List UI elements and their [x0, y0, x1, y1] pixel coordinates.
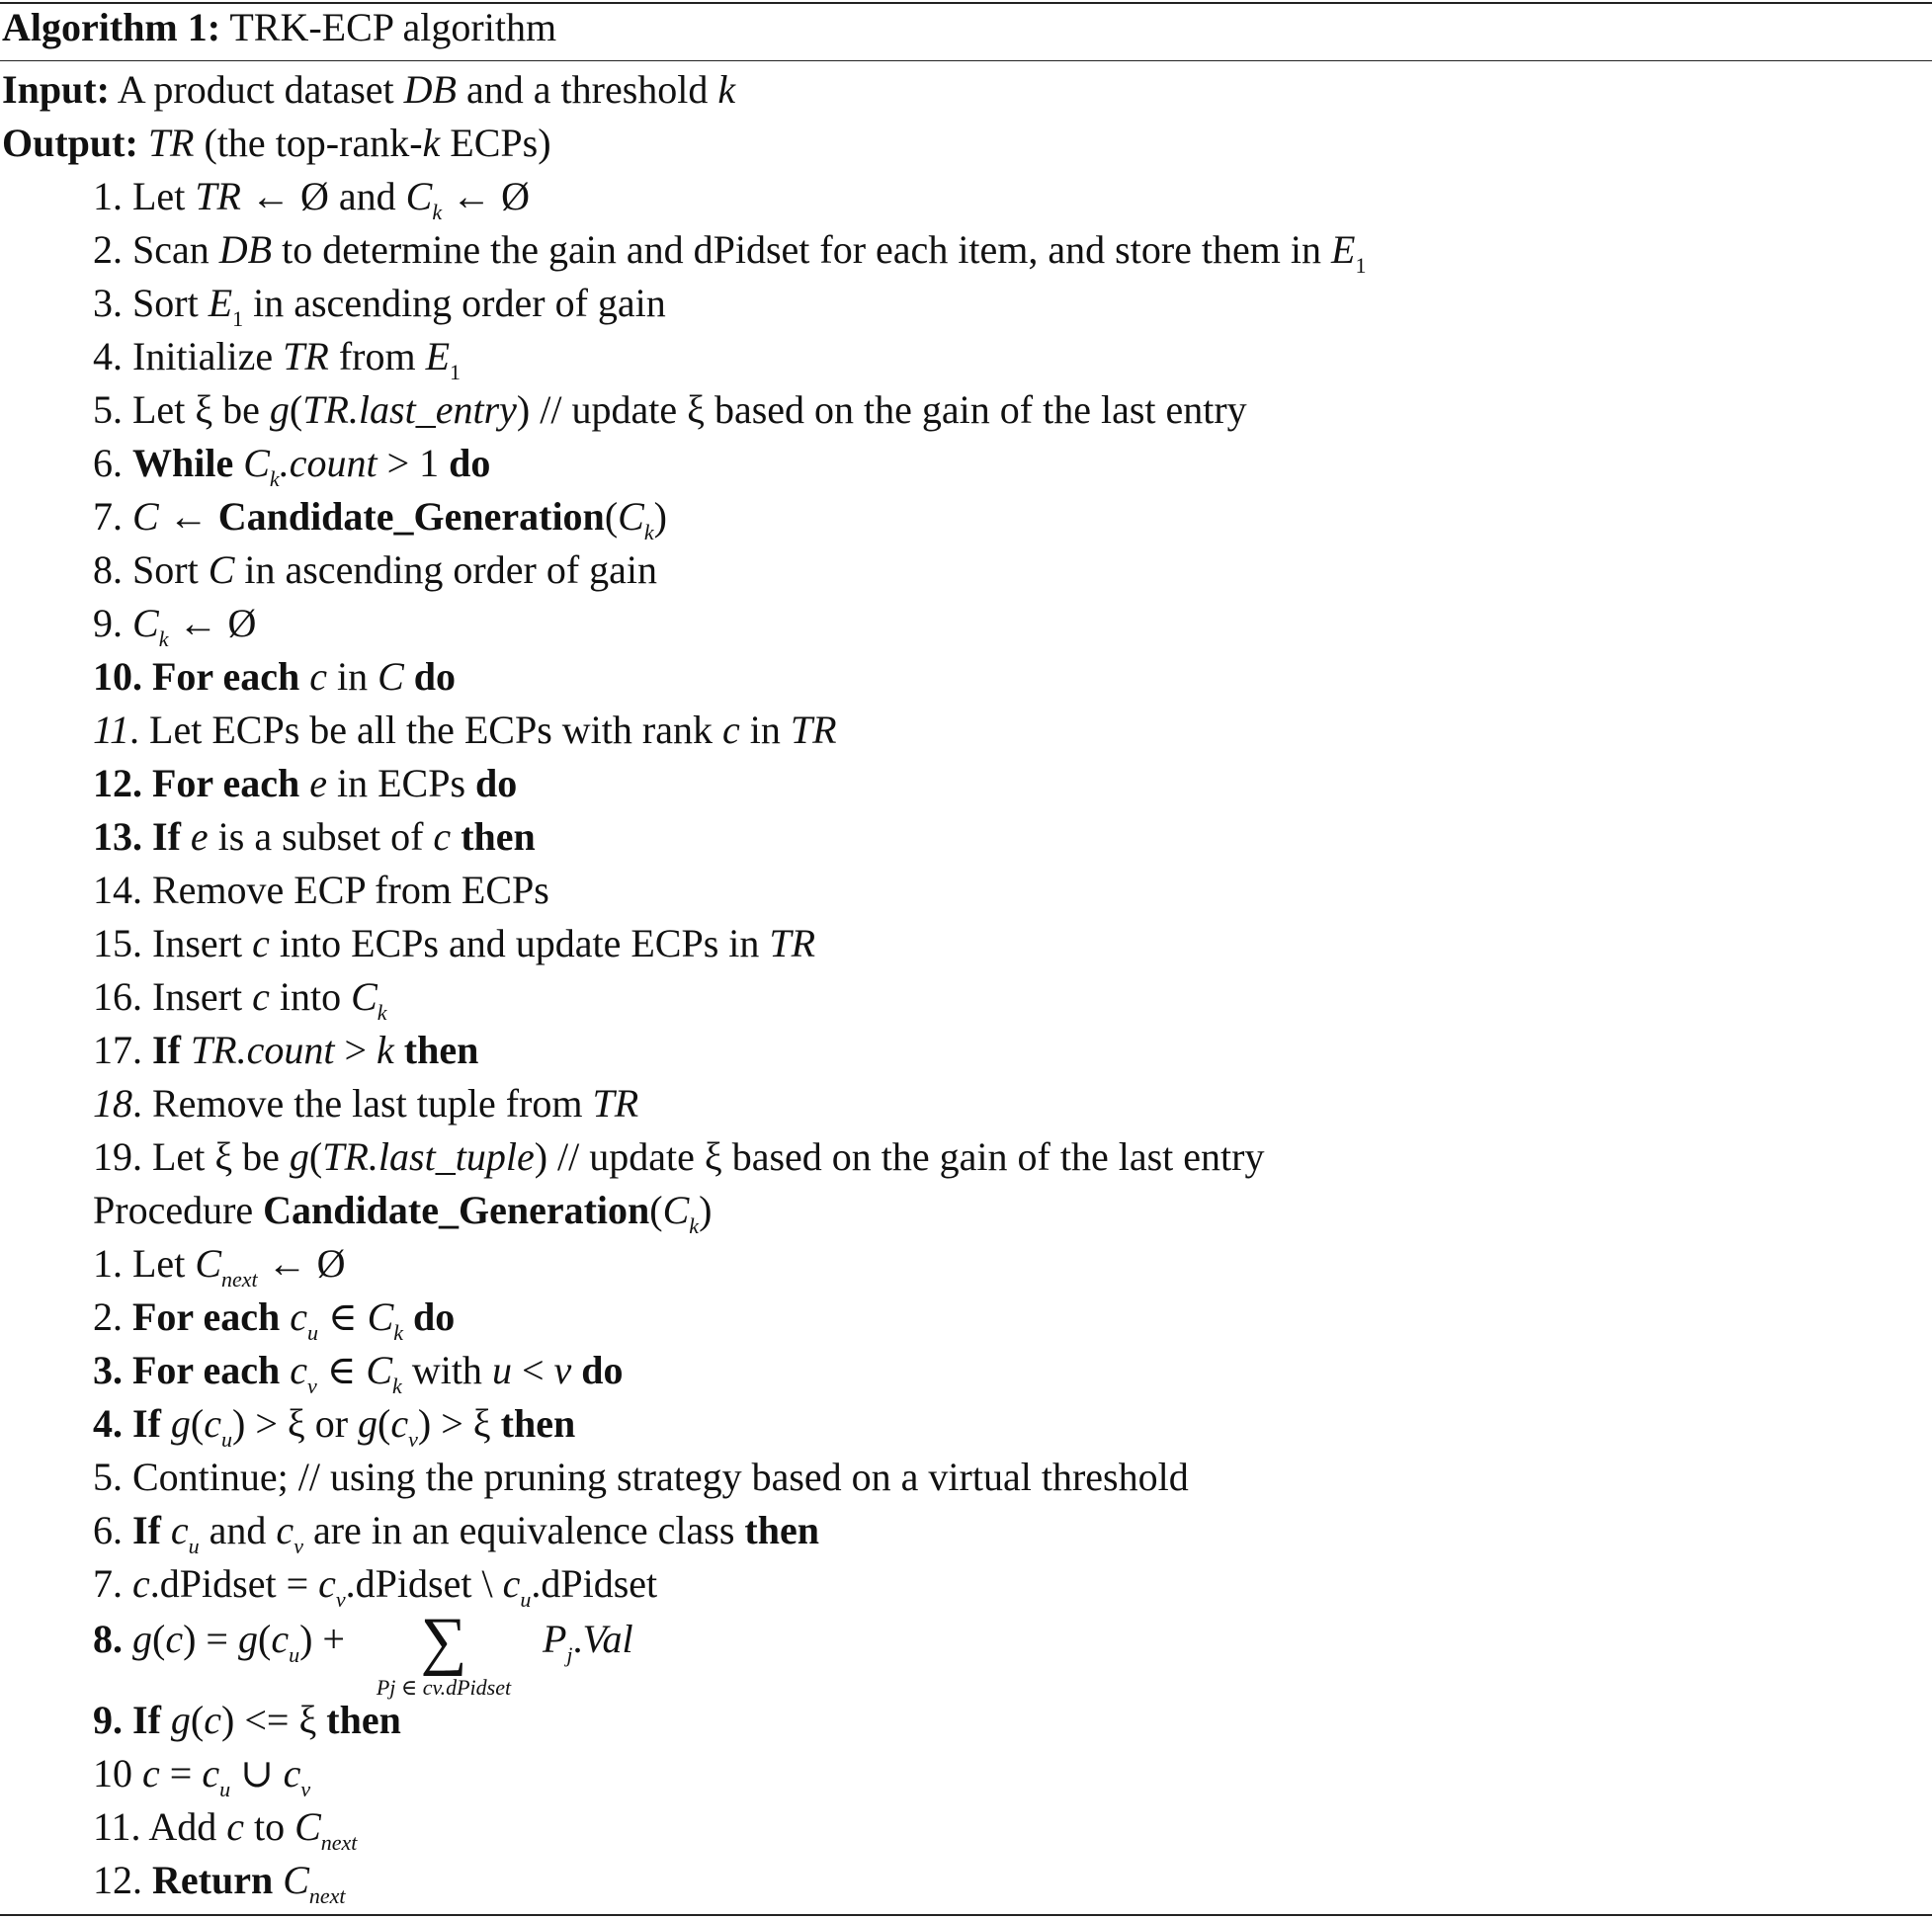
procedure-step-4: 4. If $g(c_u) > \xi$ or $g(c_v) > \xi$ then [93, 1401, 576, 1452]
step-10: 10. For each c in C do [93, 654, 457, 699]
input-line: Input: A product dataset DB and a threshold k [2, 67, 736, 112]
procedure-step-8: 8. $g(c) = g(c_u)$ + ∑ Pj ∈ cv.dPidset $P_j.Val$ [93, 1605, 633, 1700]
step-7: 7. C ← $Candidate\_Generation(C_k)$ [93, 494, 667, 544]
input-label: Input: [2, 67, 110, 112]
procedure-step-9: 9. If g(c) <= ξ then [93, 1698, 401, 1742]
step-4: 4. Initialize TR from $E_1$ [93, 334, 462, 384]
step-14: 14. Remove ECP from ECPs [93, 868, 549, 912]
step-8: 8. Sort C in ascending order of gain [93, 547, 658, 592]
step-17: 17. If TR.count > k then [93, 1028, 479, 1072]
procedure-header: Procedure $Candidate\_Generation(C_k)$ [93, 1188, 713, 1238]
step-6: 6. While $C_k.count > 1$ do [93, 441, 491, 491]
output-line: Output: TR (the top-rank-k ECPs) [2, 121, 551, 165]
procedure-step-11: 11. Add c to $C_{next}$ [93, 1804, 358, 1855]
summation-index: Pj ∈ cv.dPidset [376, 1675, 512, 1700]
step-18: 18. Remove the last tuple from TR [93, 1081, 639, 1126]
bottom-rule [0, 1914, 1932, 1916]
step-11: 11. Let ECPs be all the ECPs with rank c in TR [93, 708, 837, 752]
procedure-step-3: 3. For each $c_v$ ∈ $C_k$ with u < v do [93, 1348, 624, 1398]
step-15: 15. Insert c into ECPs and update ECPs in TR [93, 921, 816, 965]
step-16: 16. Insert c into $C_k$ [93, 974, 387, 1025]
procedure-step-12: 12. Return $C_{next}$ [93, 1858, 346, 1908]
step-12: 12. For each e in ECPs do [93, 761, 518, 805]
title-name: TRK-ECP algorithm [229, 5, 557, 49]
step-19: 19. Let ξ be g(TR.last_tuple) // update ξ based on the gain of the last entry [93, 1134, 1265, 1179]
step-3: 3. Sort $E_1$ in ascending order of gain [93, 281, 666, 331]
procedure-step-6: 6. If $c_u$ and $c_v$ are in an equivalence class then [93, 1508, 819, 1558]
summation-sign: ∑ [420, 1605, 467, 1677]
step-5: 5. Let ξ be g(TR.last_entry) // update ξ based on the gain of the last entry [93, 387, 1247, 432]
procedure-step-1: 1. Let $C_{next}$ ← Ø [93, 1241, 346, 1292]
step-2: 2. Scan DB to determine the gain and dPidset for each item, and store them in $E_1$ [93, 227, 1367, 278]
algorithm-title [2, 1, 556, 54]
procedure-step-7: 7. c.dPidset = $c_v.dPidset$ \ $c_u.dPidset$ [93, 1561, 658, 1612]
step-9: 9. $C_k$ ← Ø [93, 601, 257, 651]
procedure-step-2: 2. For each $c_u$ ∈ $C_k$ do [93, 1294, 456, 1345]
procedure-step-10: 10 $c = c_u$ ∪ $c_v$ [93, 1751, 311, 1801]
step-1: 1. Let TR ← Ø and $C_k$ ← Ø [93, 174, 530, 224]
title-label: Algorithm 1: [2, 5, 221, 49]
header-rule [0, 60, 1932, 61]
procedure-step-5: 5. Continue; // using the pruning strategy based on a virtual threshold [93, 1455, 1189, 1499]
summation [355, 1605, 533, 1700]
step-13: 13. If e is a subset of c then [93, 814, 536, 859]
output-label: Output: [2, 121, 138, 165]
